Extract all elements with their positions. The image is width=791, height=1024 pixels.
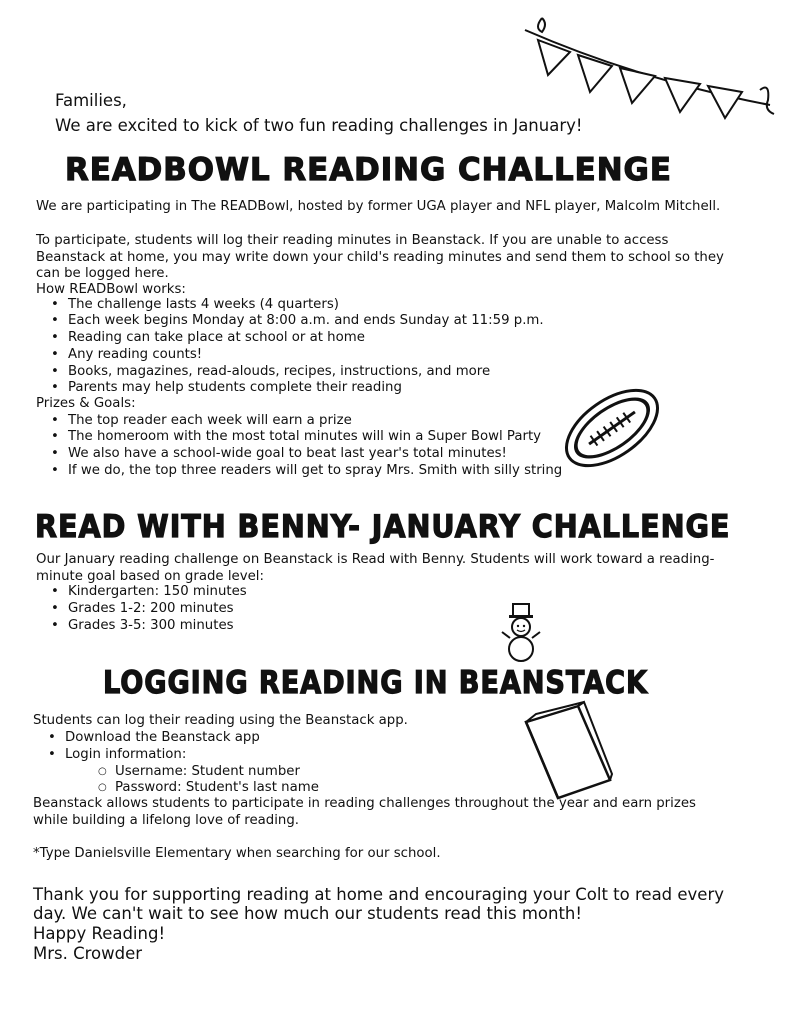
closing-line: Thank you for supporting reading at home and encouraging your Colt to read every <box>33 885 725 904</box>
readbowl-para-line: Beanstack at home, you may write down your child's reading minutes and send them to school so they <box>36 250 724 265</box>
readbowl-para-line: can be logged here. <box>36 266 169 281</box>
prizes-label: Prizes & Goals: <box>36 396 136 411</box>
signature: Mrs. Crowder <box>33 944 143 963</box>
logging-intro: Students can log their reading using the Beanstack app. <box>33 713 408 728</box>
list-item: • The homeroom with the most total minutes will win a Super Bowl Party <box>68 429 541 445</box>
logging-para-line: while building a lifelong love of reading. <box>33 813 300 828</box>
benny-para-line: minute goal based on grade level: <box>36 569 264 584</box>
list-item: • Grades 1-2: 200 minutes <box>68 601 234 617</box>
list-item: • The challenge lasts 4 weeks (4 quarters) <box>68 297 339 313</box>
list-item: • We also have a school-wide goal to beat last year's total minutes! <box>68 446 507 462</box>
list-item: • Login information: <box>65 747 186 763</box>
list-item: • Download the Beanstack app <box>65 730 260 746</box>
greeting-text: We are excited to kick of two fun reading challenges in January! <box>55 116 583 135</box>
sub-list-item: ○ Password: Student's last name <box>115 780 319 796</box>
bunting-icon <box>520 10 780 120</box>
closing-line: day. We can't wait to see how much our students read this month! <box>33 904 582 923</box>
how-label: How READBowl works: <box>36 282 186 297</box>
list-item: • Kindergarten: 150 minutes <box>68 584 247 600</box>
list-item: • If we do, the top three readers will get to spray Mrs. Smith with silly string <box>68 463 562 479</box>
sub-list-item: ○ Username: Student number <box>115 764 300 780</box>
snowman-icon <box>500 602 542 664</box>
list-item: • Reading can take place at school or at home <box>68 330 365 346</box>
closing-line: Happy Reading! <box>33 924 166 943</box>
readbowl-heading: READBOWL READING CHALLENGE <box>65 152 672 188</box>
list-item: • Any reading counts! <box>68 347 202 363</box>
list-item: • Grades 3-5: 300 minutes <box>68 618 234 634</box>
list-item: • Parents may help students complete their reading <box>68 380 402 396</box>
book-icon <box>522 700 614 800</box>
benny-heading: READ WITH BENNY- JANUARY CHALLENGE <box>35 509 731 545</box>
greeting-salutation: Families, <box>55 91 127 110</box>
readbowl-para-line: To participate, students will log their reading minutes in Beanstack. If you are unable to access <box>36 233 669 248</box>
list-item: • Each week begins Monday at 8:00 a.m. and ends Sunday at 11:59 p.m. <box>68 313 544 329</box>
logging-note: *Type Danielsville Elementary when searching for our school. <box>33 846 441 861</box>
logging-heading: LOGGING READING IN BEANSTACK <box>103 665 648 701</box>
football-icon <box>558 380 666 476</box>
list-item: • The top reader each week will earn a prize <box>68 413 352 429</box>
list-item: • Books, magazines, read-alouds, recipes, instructions, and more <box>68 364 490 380</box>
logging-para-line: Beanstack allows students to participate in reading challenges throughout the year and earn prizes <box>33 796 696 811</box>
readbowl-intro: We are participating in The READBowl, hosted by former UGA player and NFL player, Malcolm Mitchell. <box>36 199 721 214</box>
benny-para-line: Our January reading challenge on Beanstack is Read with Benny. Students will work toward a reading- <box>36 552 715 567</box>
